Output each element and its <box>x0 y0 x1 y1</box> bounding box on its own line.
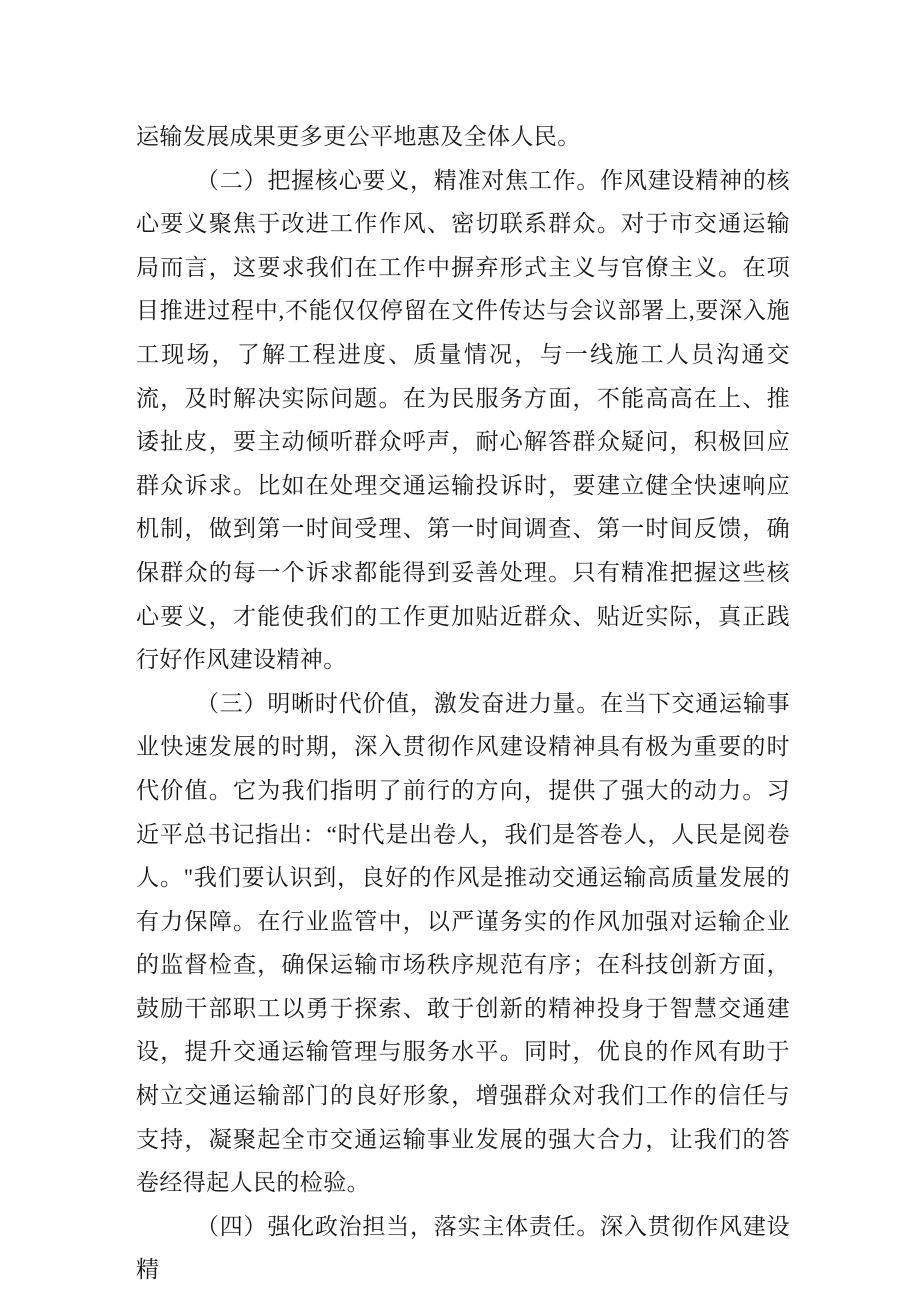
paragraph-section-three: （三）明晰时代价值，激发奋进力量。在当下交通运输事业快速发展的时期，深入贯彻作风建设精神具有极为重要的时代价值。它为我们指明了前行的方向，提供了强大的动力。习近平总书记指出：“时代是出卷人，我们是答卷人，人民是阅卷人。"我们要认识到，良好的作风是推动交通运输高质量发展的有力保障。在行业监管中，以严谨务实的作风加强对运输企业的监督检查，确保运输市场秩序规范有序；在科技创新方面，鼓励干部职工以勇于探索、敢于创新的精神投身于智慧交通建设，提升交通运输管理与服务水平。同时，优良的作风有助于树立交通运输部门的良好形象，增强群众对我们工作的信任与支持，凝聚起全市交通运输事业发展的强大合力，让我们的答卷经得起人民的检验。 <box>136 690 790 1196</box>
paragraph-continuation: 运输发展成果更多更公平地惠及全体人民。 <box>136 124 581 149</box>
paragraph-section-two: （二）把握核心要义，精准对焦工作。作风建设精神的核心要义聚焦于改进工作作风、密切联系群众。对于市交通运输局而言，这要求我们在工作中摒弃形式主义与官僚主义。在项目推进过程中,不能仅仅停留在文件传达与会议部署上,要深入施工现场，了解工程进度、质量情况，与一线施工人员沟通交流，及时解决实际问题。在为民服务方面，不能高高在上、推诿扯皮，要主动倾听群众呼声，耐心解答群众疑问，积极回应群众诉求。比如在处理交通运输投诉时，要建立健全快速响应机制，做到第一时间受理、第一时间调查、第一时间反馈，确保群众的每一个诉求都能得到妥善处理。只有精准把握这些核心要义，才能使我们的工作更加贴近群众、贴近实际，真正践行好作风建设精神。 <box>136 167 790 673</box>
paragraph-section-four: （四）强化政治担当，落实主体责任。深入贯彻作风建设精 <box>136 1213 790 1283</box>
document-body <box>136 115 790 1292</box>
